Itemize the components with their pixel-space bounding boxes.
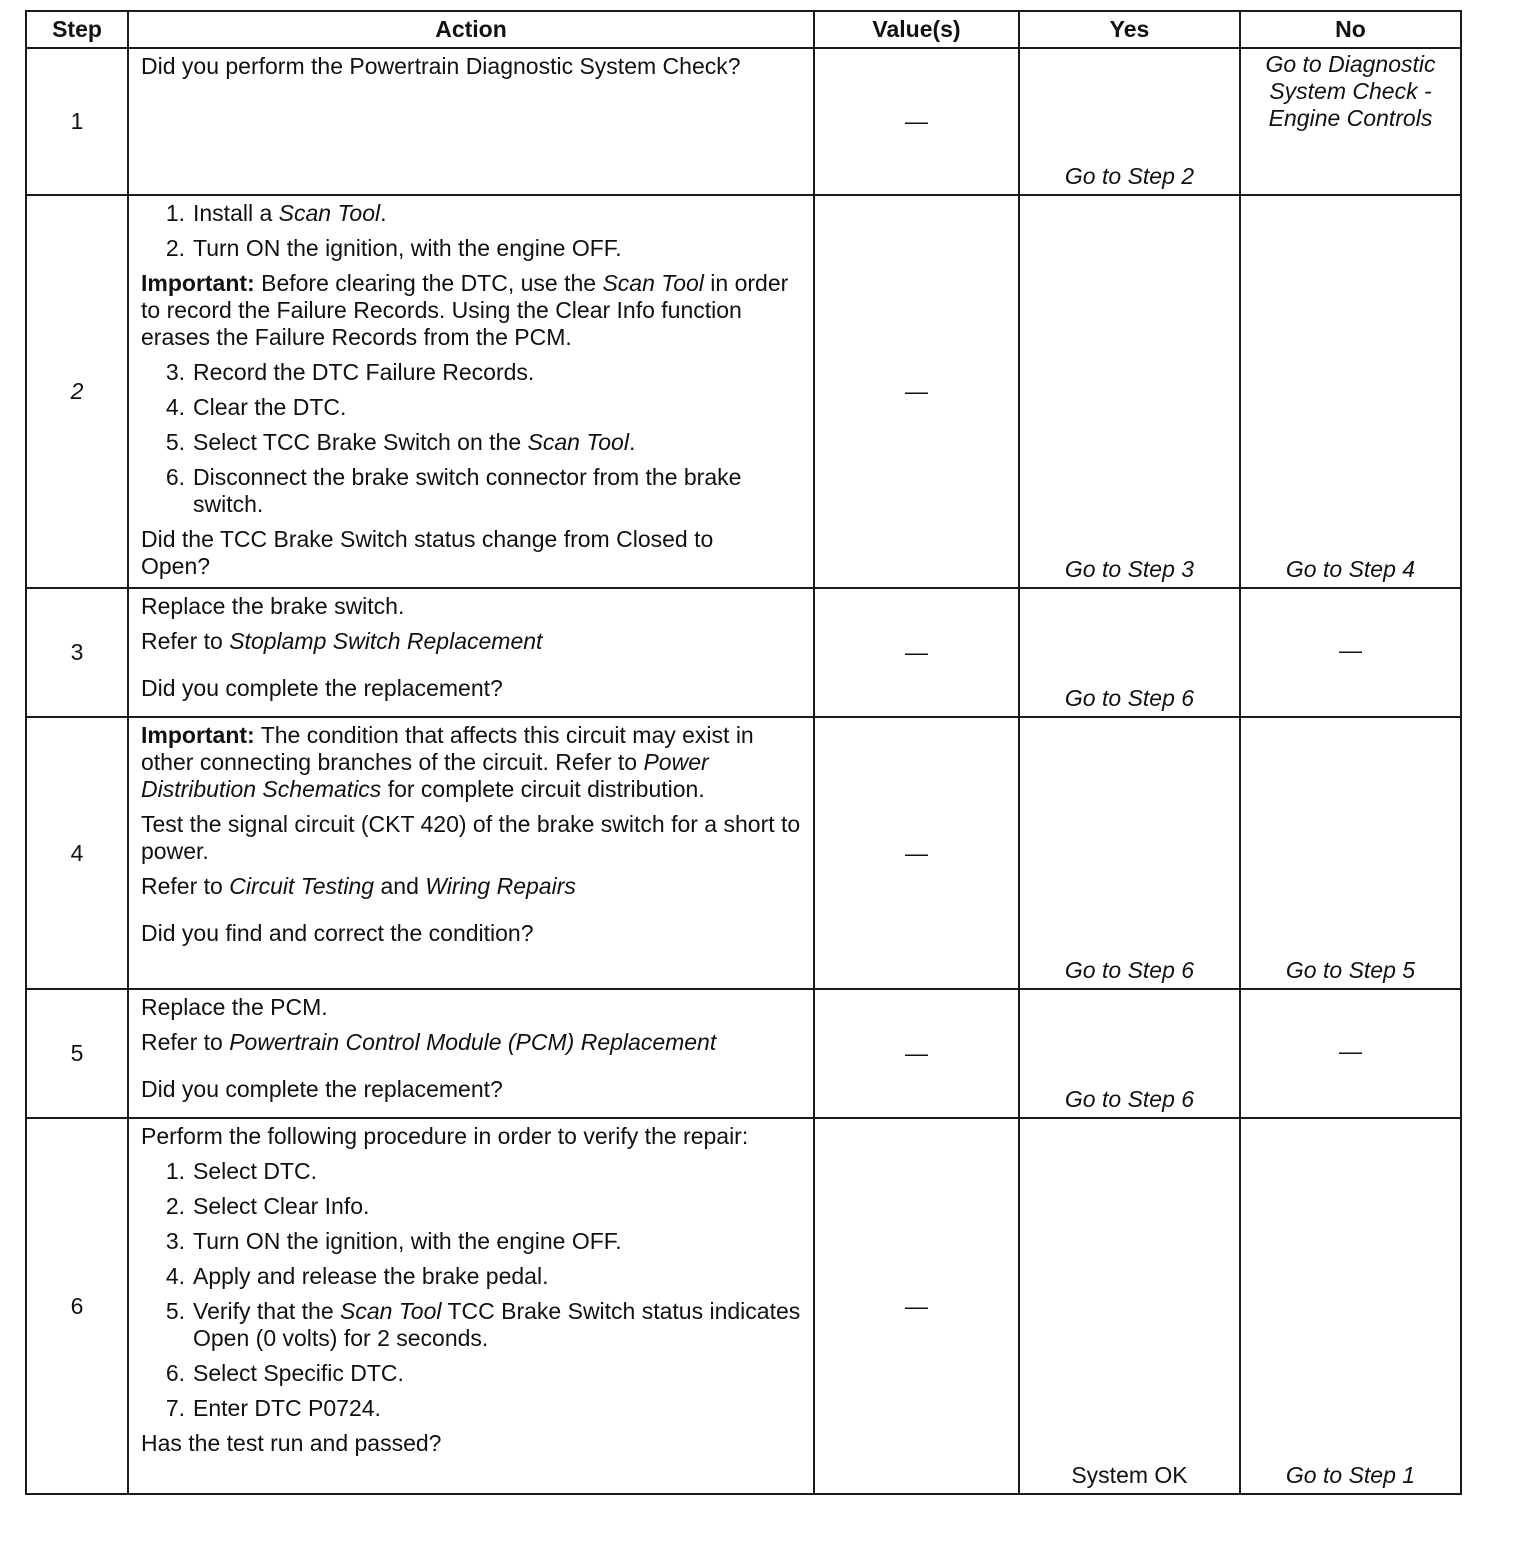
procedure-list xyxy=(141,1158,803,1422)
list-item: 5. Verify that the Scan Tool TCC Brake Switch status indicates Open (0 volts) for 2 seconds. xyxy=(165,1298,801,1351)
action-cell xyxy=(128,1118,814,1494)
header-yes: Yes xyxy=(1019,11,1240,48)
no-value: — xyxy=(1240,588,1461,717)
list-item: 7. Enter DTC P0724. xyxy=(165,1395,381,1421)
yes-result: System OK xyxy=(1019,1118,1240,1494)
list-item: 2. Select Clear Info. xyxy=(165,1193,370,1219)
step-number: 2 xyxy=(26,195,128,588)
list-item: 1. Install a Scan Tool. xyxy=(165,200,387,226)
step-number: 5 xyxy=(26,989,128,1118)
action-cell xyxy=(128,717,814,989)
refer-text: Refer to Stoplamp Switch Replacement xyxy=(141,628,543,654)
value-cell: — xyxy=(814,1118,1019,1494)
no-link[interactable]: Go to Step 5 xyxy=(1240,717,1461,989)
no-value: — xyxy=(1240,989,1461,1118)
header-no: No xyxy=(1240,11,1461,48)
value-cell: — xyxy=(814,717,1019,989)
yes-link[interactable]: Go to Step 6 xyxy=(1019,588,1240,717)
yes-link[interactable]: Go to Step 3 xyxy=(1019,195,1240,588)
procedure-list xyxy=(141,359,803,518)
no-link[interactable]: Go to Step 1 xyxy=(1240,1118,1461,1494)
action-question: Did you perform the Powertrain Diagnostic System Check? xyxy=(141,53,741,79)
step-number: 4 xyxy=(26,717,128,989)
yes-link[interactable]: Go to Step 6 xyxy=(1019,989,1240,1118)
procedure-list xyxy=(141,200,803,262)
list-item: 6. Disconnect the brake switch connector from the brake switch. xyxy=(165,464,742,517)
list-item: 5. Select TCC Brake Switch on the Scan Tool. xyxy=(165,429,636,455)
value-cell: — xyxy=(814,195,1019,588)
refer-text: Refer to Circuit Testing and Wiring Repairs xyxy=(141,873,576,899)
header-row xyxy=(26,11,1461,48)
header-step: Step xyxy=(26,11,128,48)
important-note: Important: Before clearing the DTC, use the Scan Tool in order to record the Failure Records. Using the Clear Info function erases the Failure Records from the PCM. xyxy=(141,270,789,350)
no-link-text: Diagnostic xyxy=(1328,51,1436,77)
action-question: Did the TCC Brake Switch status change from Closed to Open? xyxy=(141,526,714,579)
action-text: Test the signal circuit (CKT 420) of the brake switch for a short to power. xyxy=(141,811,801,864)
value-cell: — xyxy=(814,588,1019,717)
table-row-step-4 xyxy=(26,717,1461,989)
action-text: Replace the PCM. xyxy=(141,994,328,1020)
step-number: 6 xyxy=(26,1118,128,1494)
action-question: Did you find and correct the condition? xyxy=(141,920,534,946)
header-action: Action xyxy=(128,11,814,48)
table-row-step-6 xyxy=(26,1118,1461,1494)
step-number: 3 xyxy=(26,588,128,717)
refer-text: Refer to Powertrain Control Module (PCM) Replacement xyxy=(141,1029,717,1055)
list-item: 3. Turn ON the ignition, with the engine OFF. xyxy=(165,1228,622,1254)
table-row-step-3 xyxy=(26,588,1461,717)
list-item: 1. Select DTC. xyxy=(165,1158,317,1184)
action-cell xyxy=(128,48,814,195)
value-cell: — xyxy=(814,989,1019,1118)
action-cell xyxy=(128,989,814,1118)
header-values: Value(s) xyxy=(814,11,1019,48)
no-prefix: Go to xyxy=(1265,51,1322,77)
list-item: 3. Record the DTC Failure Records. xyxy=(165,359,535,385)
no-link[interactable]: Go to Step 4 xyxy=(1240,195,1461,588)
no-link[interactable] xyxy=(1240,48,1461,195)
list-item: 2. Turn ON the ignition, with the engine OFF. xyxy=(165,235,622,261)
no-link-text: System Check - xyxy=(1269,78,1432,104)
important-note: Important: The condition that affects this circuit may exist in other connecting branches of the circuit. Refer to Power Distribution Schematics for complete circuit distribution. xyxy=(141,722,754,802)
action-question: Did you complete the replacement? xyxy=(141,1076,503,1102)
action-text: Replace the brake switch. xyxy=(141,593,405,619)
action-question: Has the test run and passed? xyxy=(141,1430,442,1456)
no-link-text: Engine Controls xyxy=(1268,105,1433,131)
list-item: 6. Select Specific DTC. xyxy=(165,1360,404,1386)
table-row-step-1 xyxy=(26,48,1461,195)
diagnostic-table xyxy=(25,10,1462,1495)
action-cell xyxy=(128,195,814,588)
value-cell: — xyxy=(814,48,1019,195)
list-item: 4. Apply and release the brake pedal. xyxy=(165,1263,549,1289)
action-text: Perform the following procedure in order to verify the repair: xyxy=(141,1123,749,1149)
action-question: Did you complete the replacement? xyxy=(141,675,503,701)
table-row-step-2 xyxy=(26,195,1461,588)
list-item: 4. Clear the DTC. xyxy=(165,394,347,420)
yes-link[interactable]: Go to Step 2 xyxy=(1019,48,1240,195)
table-row-step-5 xyxy=(26,989,1461,1118)
yes-link[interactable]: Go to Step 6 xyxy=(1019,717,1240,989)
action-cell xyxy=(128,588,814,717)
step-number: 1 xyxy=(26,48,128,195)
